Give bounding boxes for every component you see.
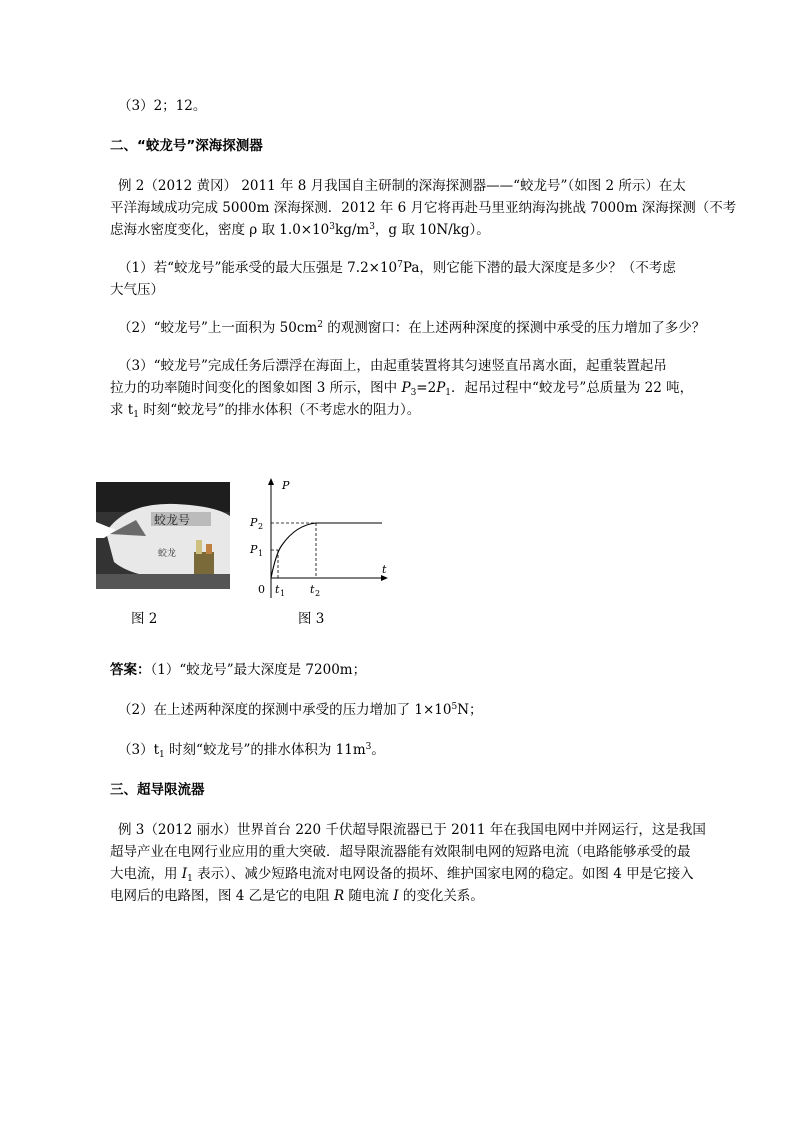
p1-sub: 1 xyxy=(258,549,264,558)
subscript: 1 xyxy=(159,750,165,760)
p1-label: P xyxy=(250,543,258,556)
question-3-line3-tail: 时刻“蛟龙号”的排水体积（不考虑水的阻力）。 xyxy=(138,402,421,418)
t2-sub: 2 xyxy=(315,589,321,598)
question-3-tail: ．起吊过程中“蛟龙号”总质量为 22 吨， xyxy=(451,380,694,396)
previous-answer-3: （3）2；12。 xyxy=(118,98,207,114)
exponent: 3 xyxy=(369,222,375,232)
subscript: 3 xyxy=(410,388,417,398)
current-symbol: I xyxy=(181,866,188,882)
p2-sub: 2 xyxy=(258,522,264,531)
exponent: 2 xyxy=(317,320,323,330)
unit-text: kg/m xyxy=(335,222,370,238)
jiaolong-photo xyxy=(96,482,230,589)
question-1-text: （1）若“蛟龙号”能承受的最大压强是 7.2×10 xyxy=(118,260,398,276)
subscript: 1 xyxy=(445,388,452,398)
power-time-graph xyxy=(240,475,390,605)
example3-line3 xyxy=(110,864,694,884)
exponent: 7 xyxy=(397,260,403,270)
subscript: 1 xyxy=(133,410,139,420)
answer-1-text: （1）“蛟龙号”最大深度是 7200m； xyxy=(150,662,367,678)
example3-line4 xyxy=(110,886,484,906)
figure-2-caption: 图 2 xyxy=(131,611,158,627)
answer-2-tail: N； xyxy=(457,702,483,718)
question-2-text: （2）“蛟龙号”上一面积为 50cm xyxy=(118,320,318,336)
question-1-line1 xyxy=(118,258,676,278)
example3-line4-mid: 随电流 xyxy=(344,888,394,904)
example2-line2: 平洋海域成功完成 5000m 深海探测．2012 年 6 月它将再赴马里亚纳海沟挑战 7000m 深海探测（不考 xyxy=(110,200,737,216)
answer-3-tail: 。 xyxy=(371,742,385,758)
example2-line1: 例 2（2012 黄冈） 2011 年 8 月我国自主研制的深海探测器——“蛟龙号”（如图 2 所示）在太 xyxy=(118,178,686,194)
t1-label: t xyxy=(275,583,280,596)
question-2 xyxy=(118,318,705,338)
answer-3 xyxy=(118,740,385,760)
example2-line3-text: 虑海水密度变化，密度 ρ 取 1.0×10 xyxy=(110,222,330,238)
exponent: 5 xyxy=(451,702,458,712)
question-3-line3 xyxy=(110,400,420,420)
example2-line3 xyxy=(110,220,490,240)
power-symbol: P xyxy=(436,380,446,396)
submersible-illustration xyxy=(96,482,230,589)
photo-label-side: 蛟龙 xyxy=(158,549,177,559)
t1-sub: 1 xyxy=(280,589,286,598)
exponent: 3 xyxy=(365,742,372,752)
answer-1 xyxy=(110,660,366,680)
question-3-line1: （3）“蛟龙号”完成任务后漂浮在海面上，由起重装置将其匀速竖直吊离水面，起重装置起吊 xyxy=(118,358,667,374)
example3-line4-text: 电网后的电路图，图 4 乙是它的电阻 xyxy=(110,888,334,904)
figure-3-caption: 图 3 xyxy=(298,611,325,627)
answer-2-text: （2）在上述两种深度的探测中承受的压力增加了 1×10 xyxy=(118,702,452,718)
p2-label: P xyxy=(250,516,258,529)
question-2-tail: 的观测窗口：在上述两种深度的探测中承受的压力增加了多少？ xyxy=(322,320,706,336)
exponent: 3 xyxy=(329,222,336,232)
subscript: 1 xyxy=(187,874,193,884)
question-3-text: 拉力的功率随时间变化的图象如图 3 所示，图中 xyxy=(110,380,402,396)
example2-line3-tail: ，g 取 10N/kg）。 xyxy=(374,222,490,238)
current-symbol: I xyxy=(393,888,399,904)
question-3-line3-text: 求 t xyxy=(110,402,134,418)
answer-label: 答案： xyxy=(110,662,151,678)
power-symbol: P xyxy=(401,380,411,396)
answer-3-mid: 时刻“蛟龙号”的排水体积为 11m xyxy=(164,742,366,758)
example3-line3-text: 大电流，用 xyxy=(110,866,182,882)
section-heading-jiaolong: 二、“蛟龙号”深海探测器 xyxy=(110,138,263,154)
photo-label-top: 蛟龙号 xyxy=(154,513,191,527)
answer-3-text: （3）t xyxy=(118,742,160,758)
y-axis-arrow xyxy=(268,478,274,485)
example3-line1: 例 3（2012 丽水）世界首台 220 千伏超导限流器已于 2011 年在我国电网中并网运行，这是我国 xyxy=(118,822,706,838)
example3-line4-tail: 的变化关系。 xyxy=(398,888,484,904)
y-axis-label: P xyxy=(282,479,290,492)
power-curve xyxy=(271,523,382,578)
question-3-line2 xyxy=(110,378,693,398)
example3-line3-tail: 表示）、减少短路电流对电网设备的损坏、维护国家电网的稳定。如图 4 甲是它接入 xyxy=(192,866,694,882)
question-1-tail: Pa，则它能下潜的最大深度是多少？（不考虑 xyxy=(402,260,676,276)
t2-label: t xyxy=(310,583,315,596)
resistance-symbol: R xyxy=(333,888,345,904)
section-heading-superconducting: 三、超导限流器 xyxy=(110,782,205,798)
origin-label: 0 xyxy=(258,583,265,596)
question-1-line2: 大气压） xyxy=(110,282,164,298)
equals-text: =2 xyxy=(416,380,437,396)
x-axis-label: t xyxy=(382,563,387,576)
answer-2 xyxy=(118,700,483,720)
example3-line2: 超导产业在电网行业应用的重大突破．超导限流器能有效限制电网的短路电流（电路能够承受的最 xyxy=(110,844,691,860)
